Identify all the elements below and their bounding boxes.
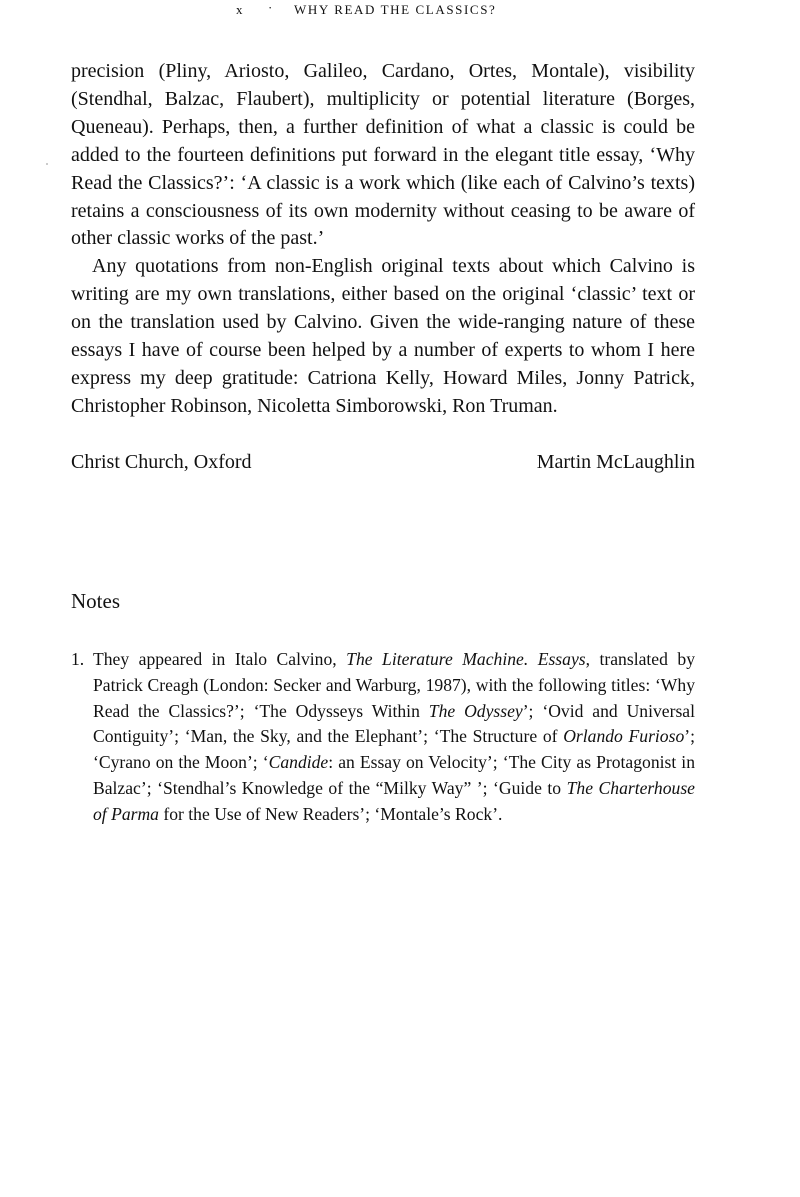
note-title-italic: The Literature Machine. Essays [346, 649, 586, 669]
note-title-italic: The Charterhouse of Parma [93, 777, 695, 824]
paragraph-1: precision (Pliny, Ariosto, Galileo, Cardano, Ortes, Montale), visibility (Stendhal, Balzac, Flaubert), multiplicity or potential literature (Borges, Queneau). Perhaps, then, a further definition of what a classic is could be added to the fourteen definitions put forward in the elegant title essay, ‘Why Read the Classics?’: ‘A classic is a work which (like each of Calvino’s texts) retains a consciousness of its own modernity without ceasing to be aware of other classic works of the past.’ [71, 60, 695, 250]
note-text [93, 647, 695, 828]
note-segment: They appeared in Italo Calvino, [93, 649, 347, 669]
running-head-separator: · [268, 0, 274, 15]
margin-speck [46, 163, 48, 165]
note-title-italic: Candide [268, 752, 329, 773]
signature-place: Christ Church, Oxford [71, 451, 252, 473]
note-item [71, 647, 695, 828]
running-head-title: WHY READ THE CLASSICS? [294, 2, 497, 17]
note-title-italic: Orlando Furioso [563, 726, 685, 747]
note-segment: ’; ‘Ovid and Universal Contiguity’; ‘Man, the Sky, and the Elephant’; ‘The Structure of [93, 700, 695, 747]
note-segment: for the Use of New Readers’; ‘Montale’s Rock’. [158, 803, 503, 824]
notes-heading: Notes [71, 589, 120, 613]
note-segment: , translated by Patrick Creagh (London: Secker and Warburg, 1987), with the following titles: ‘Why Read the Classics?’; ‘The Odysseys Within [93, 649, 695, 721]
signature-line [71, 448, 695, 476]
page-number: x [236, 2, 245, 17]
note-segment: : an Essay on Velocity’; ‘The City as Protagonist in Balzac’; ‘Stendhal’s Knowledge of the “Milky Way” ’; ‘Guide to [93, 752, 695, 798]
paragraph-2: Any quotations from non-English original texts about which Calvino is writing are my own translations, either based on the original ‘classic’ text or on the translation used by Calvino. Given the wide-ranging nature of these essays I have of course been helped by a number of experts to whom I here express my deep gratitude: Catriona Kelly, Howard Miles, Jonny Patrick, Christopher Robinson, Nicoletta Simborowski, Ron Truman. [71, 255, 695, 417]
note-number: 1. [71, 649, 85, 669]
running-head [0, 0, 800, 20]
notes-list [71, 647, 695, 828]
note-segment: ’; ‘Cyrano on the Moon’; ‘ [93, 726, 696, 773]
signature-author: Martin McLaughlin [536, 451, 695, 473]
body-text [71, 58, 695, 421]
note-title-italic: The Odyssey [428, 700, 523, 721]
